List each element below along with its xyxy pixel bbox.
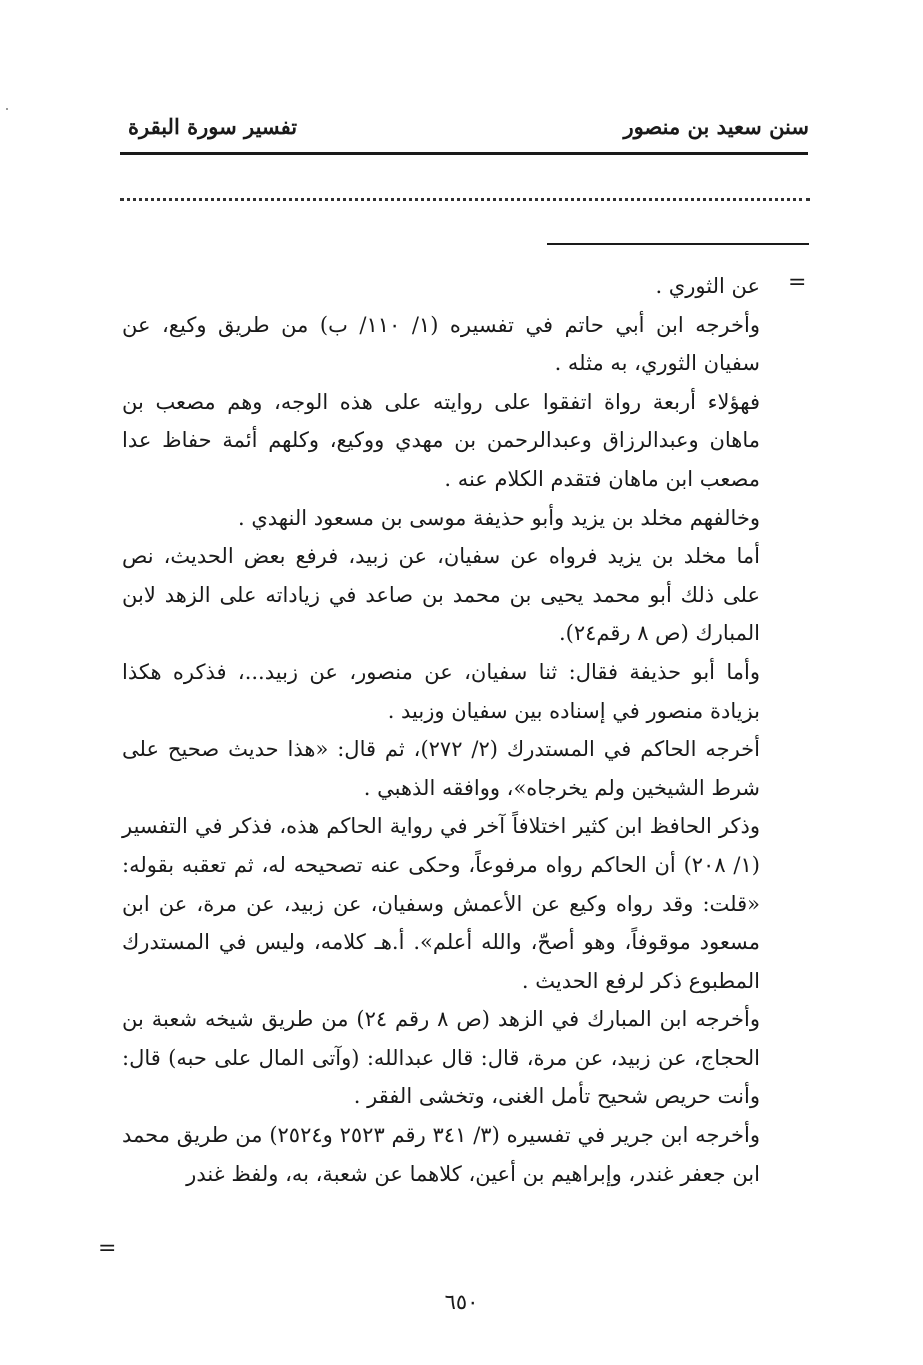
continuation-mark-bottom: = (98, 1236, 117, 1261)
paragraph: وأخرجه ابن جرير في تفسيره (٣/ ٣٤١ رقم ٢٥٢٣ و٢٥٢٤) من طريق محمد ابن جعفر غندر، وإبراهيم بن أعين، كلاهما عن شعبة، به، ولفظ غندر (122, 1123, 760, 1186)
running-header-book-title: سنن سعيد بن منصور (623, 114, 809, 139)
paragraph: وأخرجه ابن المبارك في الزهد (ص ٨ رقم ٢٤) من طريق شيخه شعبة بن الحجاج، عن زبيد، عن مرة، قال: قال عبدالله: (وآتى المال على حبه) قال: وأنت حريص شحيح تأمل الغنى، وتخشى الفقر . (122, 1007, 760, 1109)
footnote-rule (547, 243, 809, 245)
continuation-mark-top: = (788, 270, 807, 295)
paragraph: وأما أبو حذيفة فقال: ثنا سفيان، عن منصور، عن زبيد...، فذكره هكذا بزيادة منصور في إسناده بين سفيان وزبيد . (122, 659, 760, 723)
footnote-body (122, 267, 760, 1193)
paragraph: وأخرجه ابن أبي حاتم في تفسيره (١/ ١١٠/ ب) من طريق وكيع، عن سفيان الثوري، به مثله . (122, 312, 760, 376)
dotted-separator (120, 198, 810, 201)
paragraph: وذكر الحافظ ابن كثير اختلافاً آخر في رواية الحاكم هذه، فذكر في التفسير (١/ ٢٠٨) أن الحاكم رواه مرفوعاً، وحكى عنه تصحيحه له، ثم تعقبه بقوله: «قلت: وقد رواه وكيع عن الأعمش وسفيان، عن زبيد، عن مرة، عن ابن مسعود موقوفاً، وهو أصحّ، والله أعلم». أ.هـ كلامه، وليس في المستدرك المطبوع ذكر لرفع الحديث . (122, 814, 760, 993)
header-rule (120, 152, 808, 155)
paragraph: وخالفهم مخلد بن يزيد وأبو حذيفة موسى بن مسعود النهدي . (238, 505, 760, 530)
running-header-section-title: تفسير سورة البقرة (128, 114, 298, 139)
paragraph: أما مخلد بن يزيد فرواه عن سفيان، عن زبيد، فرفع بعض الحديث، نص على ذلك أبو محمد يحيى بن محمد بن صاعد في زياداته على الزهد لابن المبارك (ص ٨ رقم٢٤). (122, 544, 760, 646)
page-number: ٦٥٠ (444, 1290, 479, 1314)
margin-speck (6, 108, 8, 110)
paragraph: عن الثوري . (655, 274, 760, 298)
paragraph: فهؤلاء أربعة رواة اتفقوا على روايته على هذه الوجه، وهم مصعب بن ماهان وعبدالرزاق وعبدالرحمن بن مهدي ووكيع، وكلهم أئمة حفاظ عدا مصعب ابن ماهان فتقدم الكلام عنه . (122, 389, 761, 491)
paragraph: أخرجه الحاكم في المستدرك (٢/ ٢٧٢)، ثم قال: «هذا حديث صحيح على شرط الشيخين ولم يخرجاه»، ووافقه الذهبي . (122, 737, 760, 800)
